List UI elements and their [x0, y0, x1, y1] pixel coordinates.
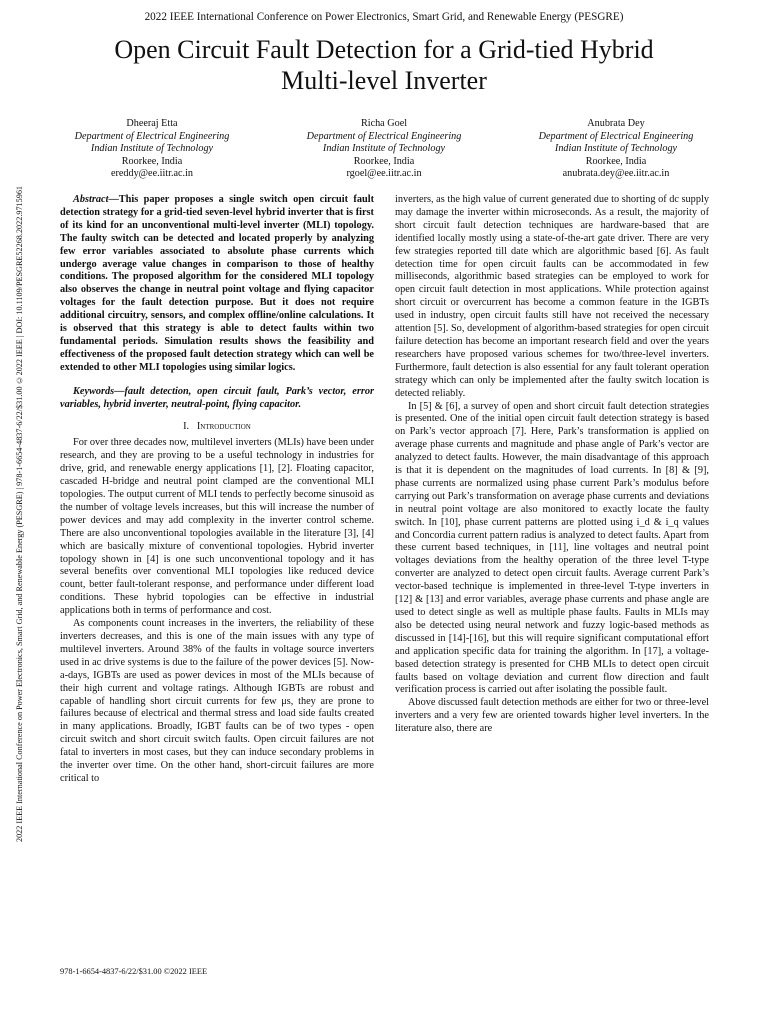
abstract-label: Abstract: [73, 194, 109, 205]
author-dept: Department of Electrical Engineering: [538, 130, 694, 142]
right-column: [395, 194, 709, 736]
author-block-3: [516, 118, 716, 181]
author-block-1: [52, 118, 252, 181]
author-location: Roorkee, India: [585, 155, 647, 167]
author-email[interactable]: rgoel@ee.iitr.ac.in: [346, 168, 422, 180]
author-email[interactable]: anubrata.dey@ee.iitr.ac.in: [562, 168, 670, 180]
author-name: Anubrata Dey: [587, 118, 645, 129]
author-block-2: [284, 118, 484, 181]
author-name: Dheeraj Etta: [126, 118, 178, 129]
author-email[interactable]: ereddy@ee.iitr.ac.in: [110, 168, 194, 180]
abstract: [60, 194, 374, 375]
doi-sidebar: 2022 IEEE International Conference on Power Electronics, Smart Grid, and Renewable Energy (PESGRE) | 978-1-6654-4837-6/22/$31.00 ©2022 IEEE | DOI: 10.1109/PESGRE52268.2022.9715961: [15, 185, 24, 843]
copyright-footer: 978-1-6654-4837-6/22/$31.00 ©2022 IEEE: [60, 967, 208, 976]
body-paragraph: In [5] & [6], a survey of open and short circuit fault detection strategies is presented. One of the initial open circuit fault detection strategy is based on Park’s vector approach [7]. Here, Park’s transformation is applied on average phase currents and magnitude and phase angle of Park’s vector are analyzed to detect faults. However, the main disadvantage of this approach is that it is dependent on the magnitudes of load currents. In [8] & [9], phase currents are normalized using phase current Park’s modulus before carrying out Park’s transformation on average phase currents and deviations in neutral point voltage are also monitored to exactly locate the faulty switch. In [10], phase current patterns are plotted using i_d & i_q values and Concordia current pattern radius is analyzed to detect faults. Apart from these current based techniques, in [11], line voltages and neutral point voltages deviations from the healthy operation of the three level T-type converter are analyzed to detect open circuit faults. Average current Park’s vector-based technique is implemented in three-level T-type inverters in [12] & [13] and error variables, average phase currents and phase angle are used to detect single as well as multiple phase faults. Faults in MLIs may also be detected using neural network and fuzzy logic-based methods as discussed in [14]-[16], but this will require significant computational effort and application specific data for training the algorithm. In [17], a voltage-based detection strategy is presented for CHB MLIs to detect open circuit faults based on voltage deviation and current flow direction and fault verification process is carried out after isolating the possible fault.: [395, 400, 709, 696]
body-paragraph: Above discussed fault detection methods are either for two or three-level inverters and a very few are oriented towards higher level inverters. In the literature also, there are: [395, 697, 709, 735]
author-name: Richa Goel: [360, 118, 408, 129]
author-dept: Department of Electrical Engineering: [74, 130, 230, 142]
body-paragraph: As components count increases in the inverters, the reliability of these inverters decreases, and this is one of the main issues with any type of multilevel inverters. Around 38% of the faults in voltage source inverters used in ac drive systems is due to the failure of the power devices [5]. Now-a-days, IGBTs are used as power devices in most of the MLIs because of their high current and voltage ratings. Although IGBTs are robust and capable of handling short circuit currents for few μs, they are prone to failures because of electrical and thermal stress and load side faults created in many applications. Broadly, IGBT faults can be of two types - open circuit switch and short circuit switch faults. Open circuit failures are not fatal to inverters in most cases, but they can induce secondary problems in the inverter over time. On the other hand, short-circuit failures are more critical to: [60, 618, 374, 784]
author-inst: Indian Institute of Technology: [554, 143, 678, 155]
section-number: I.: [183, 420, 190, 432]
author-location: Roorkee, India: [353, 155, 415, 167]
author-location: Roorkee, India: [121, 155, 183, 167]
title-line-1: Open Circuit Fault Detection for a Grid-tied Hybrid: [114, 35, 654, 64]
left-column: [60, 194, 374, 786]
abstract-text: —This paper proposes a single switch open circuit fault detection strategy for a grid-tied seven-level hybrid inverter that is first of its kind for an unconventional multi-level inverter (MLI) topology. The faulty switch can be detected and located properly by analyzing few error variables associated to absolute phase currents which undergo average value changes in comparison to those of healthy conditions. The proposed algorithm for the considered MLI topology also observes the change in neutral point voltage and flying capacitor voltages for the fault detection purpose. But it does not require additional circuitry, sensors, and complex offline/online calculations. It is observed that this strategy is able to detect faults within two fundamental periods. Simulation results shows the feasibility and effectiveness of the proposed fault detection strategy which can well be extended to other MLI topologies using similar logics.: [60, 194, 374, 373]
section-heading-introduction: [60, 421, 374, 434]
conference-header: 2022 IEEE International Conference on Power Electronics, Smart Grid, and Renewable Energy (PESGRE): [144, 11, 624, 23]
section-title: Introduction: [196, 420, 251, 432]
keywords: Keywords—fault detection, open circuit fault, Park’s vector, error variables, hybrid inverter, neutral-point, flying capacitor.: [60, 385, 374, 410]
title-line-2: Multi-level Inverter: [281, 66, 487, 95]
body-paragraph: For over three decades now, multilevel inverters (MLIs) have been under research, and they are proving to be a useful technology in industries for drive, grid, and renewable energy applications [1], [2]. Floating capacitor, cascaded H-bridge and neutral point clamped are the conventional MLI topologies. The output current of MLI tends to perfectly become sinusoid as the number of voltage levels increases, but this will increase the number of power devices and may add complexity in the inverter control scheme. There are also unconventional topologies available in the literature [3], [4] which are basically mixture of conventional topologies. Hybrid inverter topology shown in [4] is one such unconventional topology and it has several benefits over conventional MLI topologies like reduced device count, better fault-tolerant response, and performance under different load conditions. These hybrid topologies can be effective in industrial applications both in terms of performance and cost.: [60, 437, 374, 617]
paper-title: [40, 34, 728, 96]
author-inst: Indian Institute of Technology: [90, 143, 214, 155]
author-inst: Indian Institute of Technology: [322, 143, 446, 155]
body-paragraph: inverters, as the high value of current generated due to shorting of dc supply may damage the inverter within microseconds. As a result, the majority of short circuit fault detection techniques are hardware-based that are identified locally mostly using a state-of-the-art gate driver. There are very few strategies reported till date which are algorithmic based [6]. As fault detection time for open circuit faults can be accommodated in few milliseconds, algorithmic based strategies can be employed to work for open circuit fault detection in most applications. While protection against short circuit or overcurrent has become a common feature in the IGBTs used in industry, open circuit faults still have not received the necessary attention [5]. So, development of algorithm-based strategies for open circuit failure detection has become an important research field and over the years researchers have proposed various schemes for two/three-level inverters. Furthermore, fault detection is also essential for any fault tolerant operation strategy which can only be implemented after the faulty switch location is detected reliably.: [395, 194, 709, 399]
author-dept: Department of Electrical Engineering: [306, 130, 462, 142]
